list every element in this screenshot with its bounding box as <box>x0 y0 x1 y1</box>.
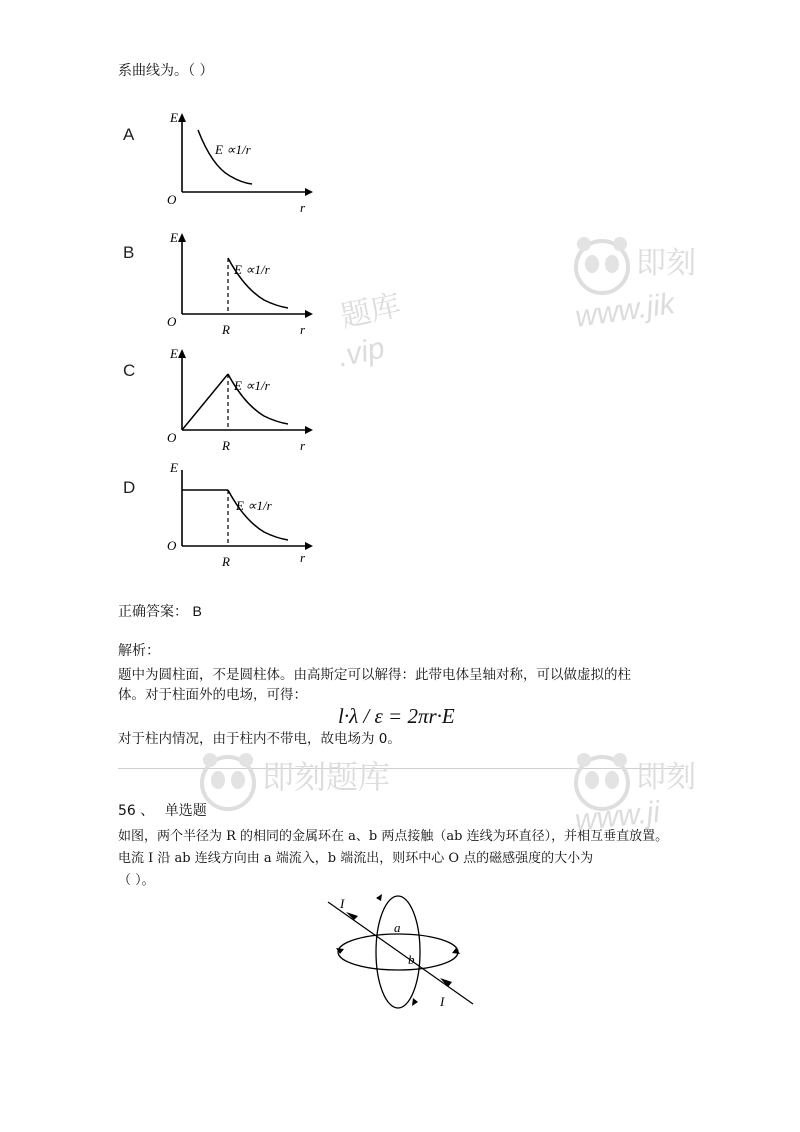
watermark-panda-3 <box>572 748 632 822</box>
origin-label: O <box>167 538 177 553</box>
watermark-url-1: www.jik <box>573 287 677 334</box>
answer-value: B <box>192 603 202 619</box>
axis-r-label: r <box>300 438 306 453</box>
analysis-line-2: 体。对于柱面外的电场，可得： <box>118 687 307 703</box>
origin-label: O <box>167 314 177 329</box>
question-line-2: 电流 I 沿 ab 连线方向由 a 端流入，b 端流出，则环中心 O 点的磁感强度的大小为 <box>118 851 594 866</box>
curve-label: E ∝1/r <box>234 262 270 277</box>
radius-mark: R <box>222 322 230 337</box>
correct-answer <box>118 602 202 621</box>
ring-figure <box>318 892 488 1022</box>
watermark-panda-2 <box>198 748 258 822</box>
curve-label: E ∝1/r <box>236 498 272 513</box>
analysis-line-1: 题中为圆柱面，不是圆柱体。由高斯定可以解得：此带电体呈轴对称，可以做虚拟的柱 <box>118 667 631 683</box>
curve-label: E ∝1/r <box>234 378 270 393</box>
axis-r-label: r <box>300 550 306 565</box>
radius-mark: R <box>222 554 230 569</box>
question-tail: 系曲线为。（ ） <box>118 63 214 79</box>
watermark-url-2: www.ji <box>573 795 662 838</box>
watermark-fragment-1: 题库 <box>337 288 404 335</box>
axis-r-label: r <box>300 322 306 337</box>
point-a-label: a <box>394 920 401 935</box>
axis-e-label: E <box>170 230 178 245</box>
curve-label: E ∝1/r <box>215 142 251 157</box>
axis-e-label: E <box>170 346 178 361</box>
question-line-1: 如图，两个半径为 R 的相同的金属环在 a、b 两点接触（ab 连线为环直径），并相互垂直放置。 <box>118 829 669 844</box>
watermark-brand-2: 即刻题库 <box>262 758 391 796</box>
option-graph-c <box>160 342 320 464</box>
question-header <box>118 802 207 820</box>
axis-e-label: E <box>170 110 178 125</box>
answer-label: 正确答案： <box>118 604 188 620</box>
current-out-label: I <box>440 994 445 1009</box>
analysis-label: 解析： <box>118 643 160 659</box>
option-graph-b <box>160 226 320 348</box>
option-graph-d <box>160 458 320 580</box>
analysis-line-3: 对于柱内情况，由于柱内不带电，故电场为 0。 <box>118 731 401 747</box>
origin-label: O <box>167 430 177 445</box>
watermark-panda-1 <box>572 232 632 306</box>
option-letter-b: B <box>123 243 135 262</box>
watermark-brand-1: 即刻 <box>636 246 696 281</box>
option-letter-a: A <box>123 125 135 144</box>
axis-r-label: r <box>300 200 306 215</box>
watermark-fragment-2: .vip <box>334 331 388 374</box>
option-graph-a <box>160 108 320 222</box>
axis-e-label: E <box>170 460 178 475</box>
current-in-label: I <box>340 896 345 911</box>
analysis-formula: l·λ / ε = 2πr·E <box>338 704 455 728</box>
radius-mark: R <box>222 438 230 453</box>
section-divider <box>118 768 684 769</box>
option-letter-d: D <box>123 478 136 497</box>
point-b-label: b <box>408 952 415 967</box>
watermark-brand-3: 即刻 <box>636 760 696 795</box>
question-type: 单选题 <box>164 803 207 819</box>
question-number: 56 、 <box>118 803 155 819</box>
option-letter-c: C <box>123 361 136 380</box>
origin-label: O <box>167 192 177 207</box>
question-line-3: （ ）。 <box>118 873 155 888</box>
